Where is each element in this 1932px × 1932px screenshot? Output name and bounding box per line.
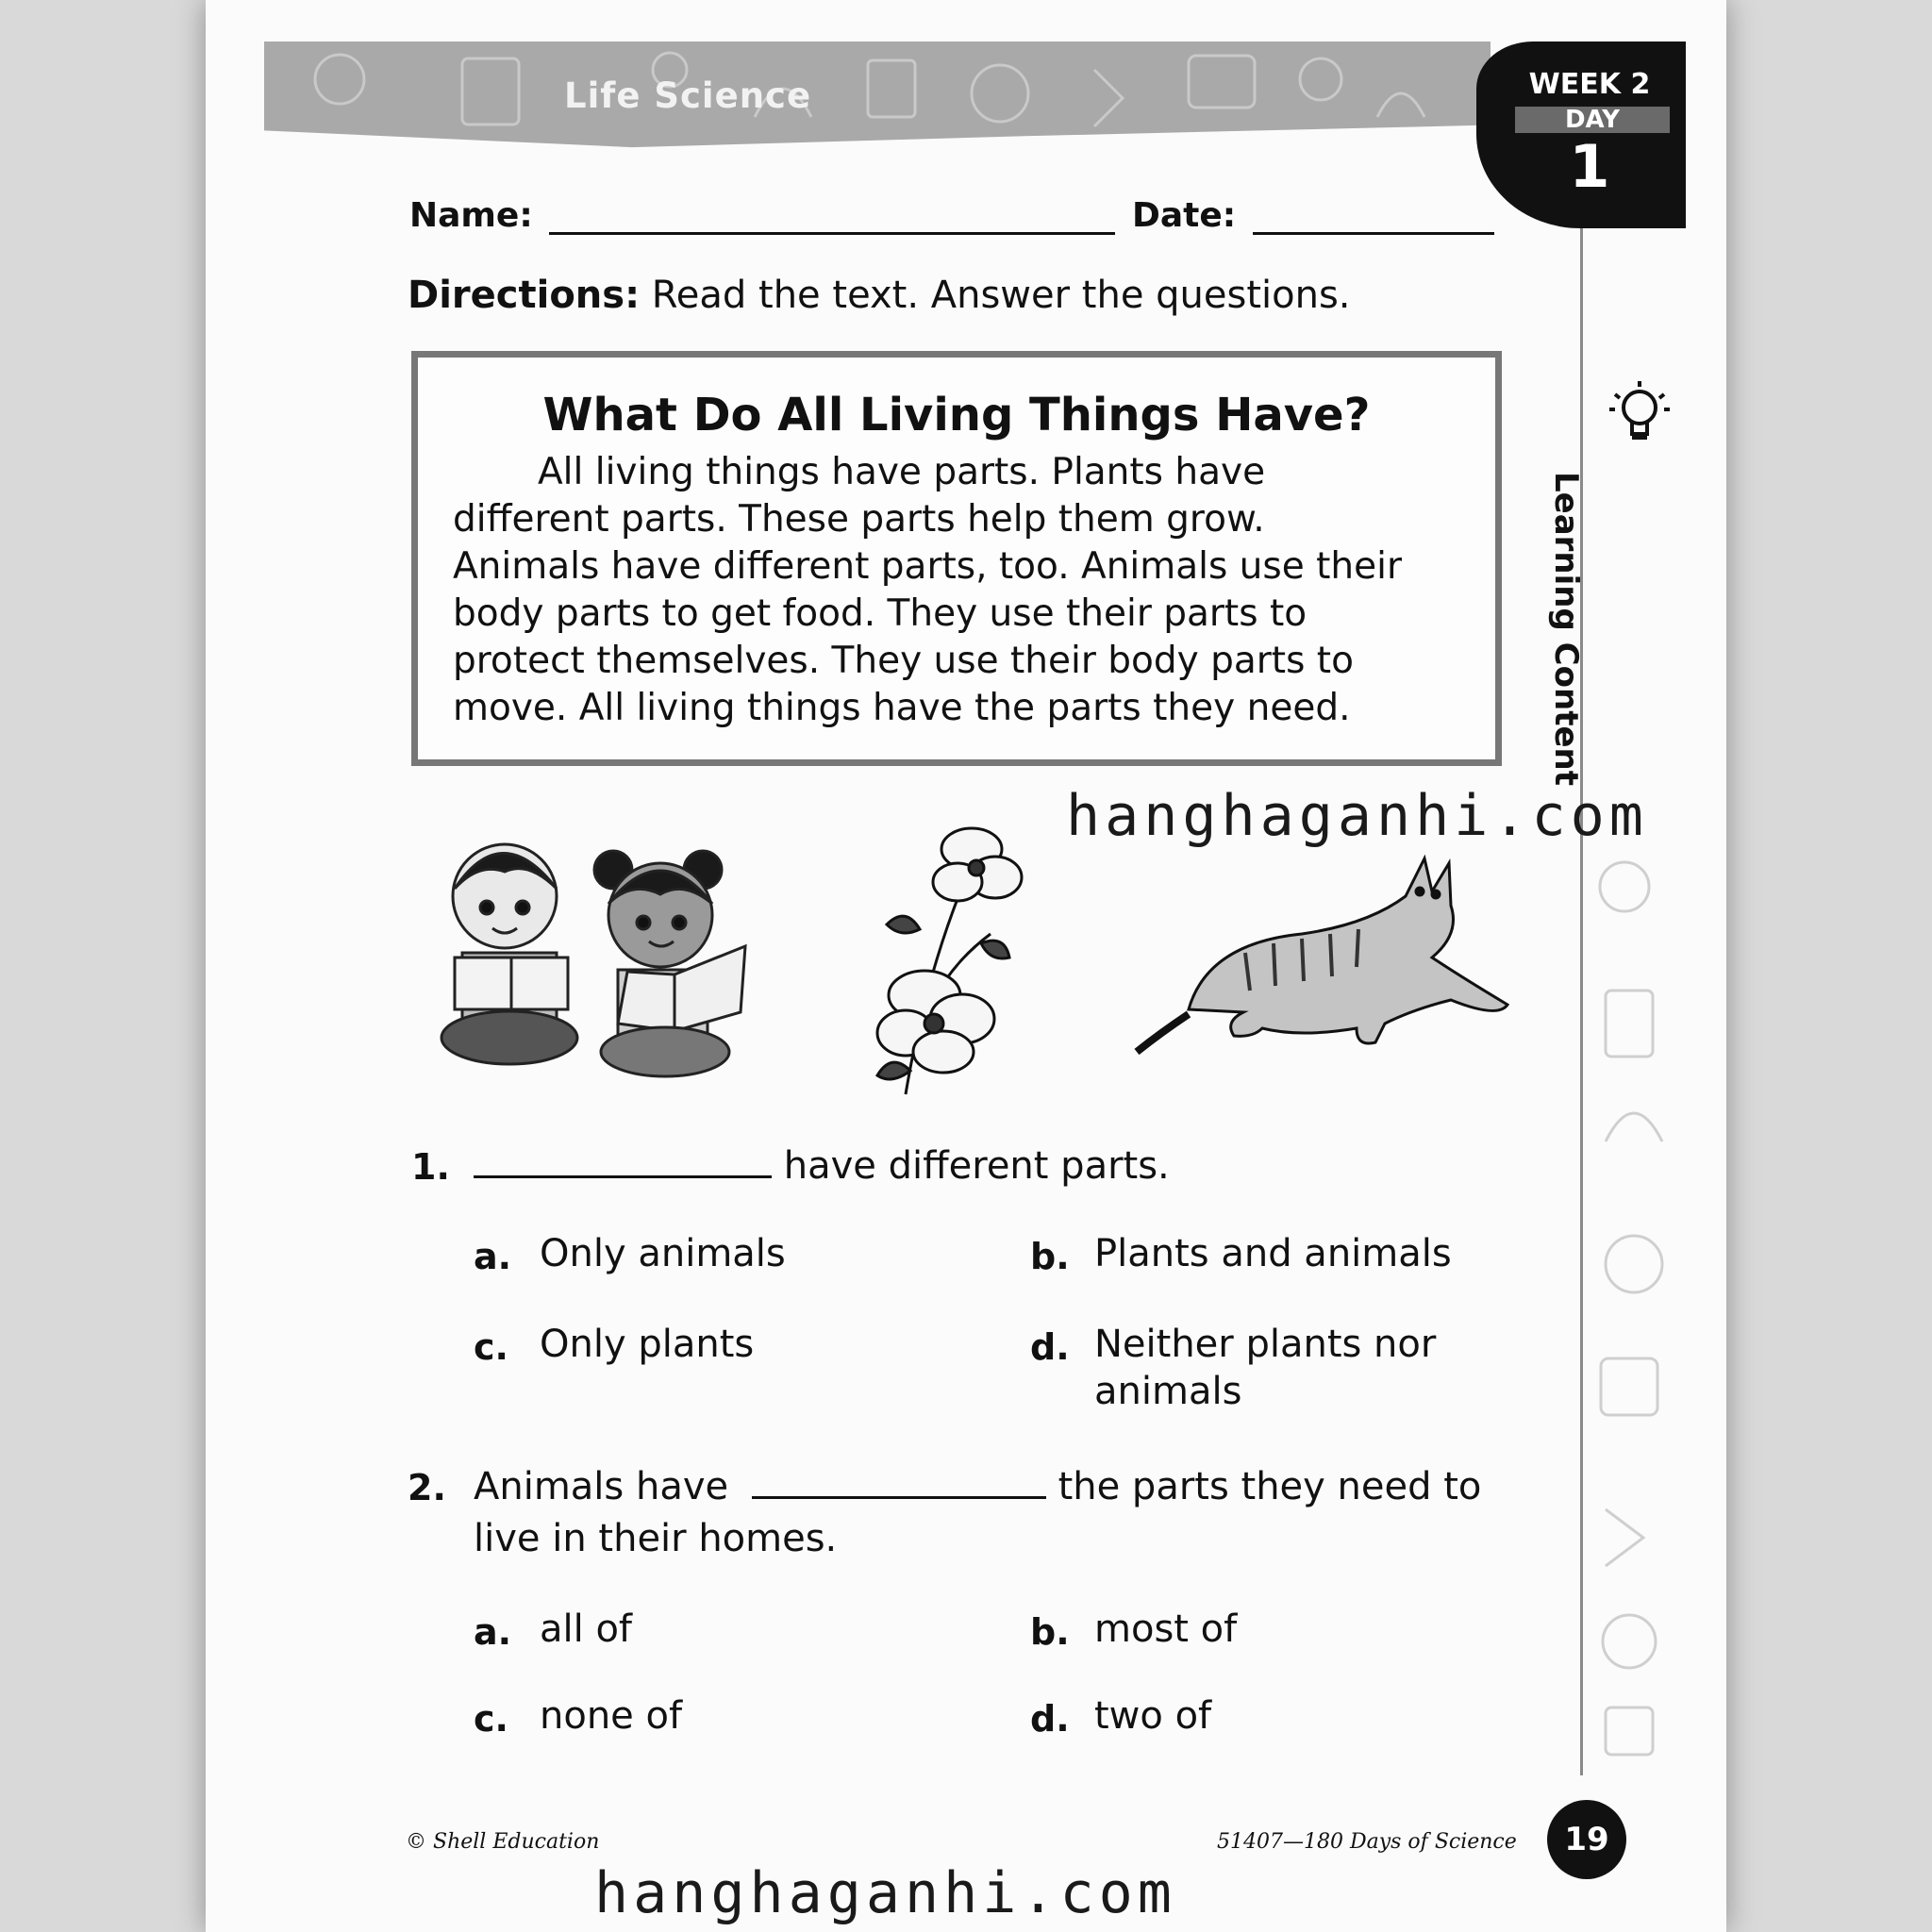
name-field[interactable] [549,226,1115,235]
q1-option-c-text[interactable]: Only plants [540,1323,755,1366]
footer-copyright: © Shell Education [406,1830,600,1854]
question-2-text-line2: live in their homes. [474,1517,838,1560]
question-2-number: 2. [408,1467,446,1508]
children-reading-illustration [434,830,755,1085]
q2-option-c-text[interactable]: none of [540,1694,683,1738]
passage-title: What Do All Living Things Have? [542,389,1371,441]
lightbulb-icon [1604,375,1675,447]
question-1-text-after: have different parts. [783,1144,1170,1188]
date-label: Date: [1132,196,1237,235]
passage-line: protect themselves. They use their body parts to [453,640,1354,682]
passage-text [453,449,1481,732]
q2-option-d-text[interactable]: two of [1094,1694,1212,1738]
directions-label: Directions: [408,274,641,317]
question-1-text [474,1143,1170,1188]
sidebar-label: Learning Content [1547,472,1585,786]
cat-illustration [1132,849,1509,1075]
passage-line: move. All living things have the parts they need. [453,687,1351,729]
watermark-top: hanghaganhi.com [1066,783,1648,849]
day-number: 1 [1569,132,1610,201]
q2-option-a-letter[interactable]: a. [474,1611,512,1653]
q2-option-b-text[interactable]: most of [1094,1607,1238,1651]
q1-option-c-letter[interactable]: c. [474,1326,508,1368]
question-2-text-before: Animals have [474,1465,729,1508]
name-label: Name: [409,196,533,235]
q2-option-c-letter[interactable]: c. [474,1698,508,1740]
flower-illustration [849,811,1038,1104]
q1-option-b-text[interactable]: Plants and animals [1094,1232,1452,1275]
question-2-text-after: the parts they need to [1058,1465,1482,1508]
q1-option-a-text[interactable]: Only animals [540,1232,786,1275]
passage-line: different parts. These parts help them grow. [453,498,1265,541]
passage-line: All living things have parts. Plants have [538,451,1266,493]
footer-book: 51407—180 Days of Science [1217,1830,1517,1854]
directions [408,274,1351,317]
subject-title: Life Science [564,75,812,116]
q2-option-d-letter[interactable]: d. [1030,1698,1070,1740]
q1-option-b-letter[interactable]: b. [1030,1236,1070,1277]
question-1-blank[interactable] [474,1143,772,1178]
passage-line: Animals have different parts, too. Animals use their [453,545,1402,588]
sidebar-divider [1580,228,1583,1775]
banner-doodle-pattern [264,42,1491,153]
week-label: WEEK 2 [1528,68,1651,101]
q1-option-d-letter[interactable]: d. [1030,1326,1070,1368]
watermark-bottom: hanghaganhi.com [594,1860,1176,1926]
passage-line: body parts to get food. They use their parts to [453,592,1307,635]
q2-option-b-letter[interactable]: b. [1030,1611,1070,1653]
date-field[interactable] [1253,226,1494,235]
question-2-text [474,1464,1481,1508]
q2-option-a-text[interactable]: all of [540,1607,633,1651]
question-2-blank[interactable] [752,1464,1046,1499]
sidebar-doodle-pattern [1587,830,1681,1774]
question-1-number: 1. [411,1146,450,1188]
directions-text: Read the text. Answer the questions. [651,274,1351,317]
q1-option-a-letter[interactable]: a. [474,1236,512,1277]
day-label: DAY [1515,107,1670,133]
q1-option-d-text[interactable]: Neither plants nor animals [1094,1323,1437,1413]
page-number: 19 [1547,1800,1626,1879]
